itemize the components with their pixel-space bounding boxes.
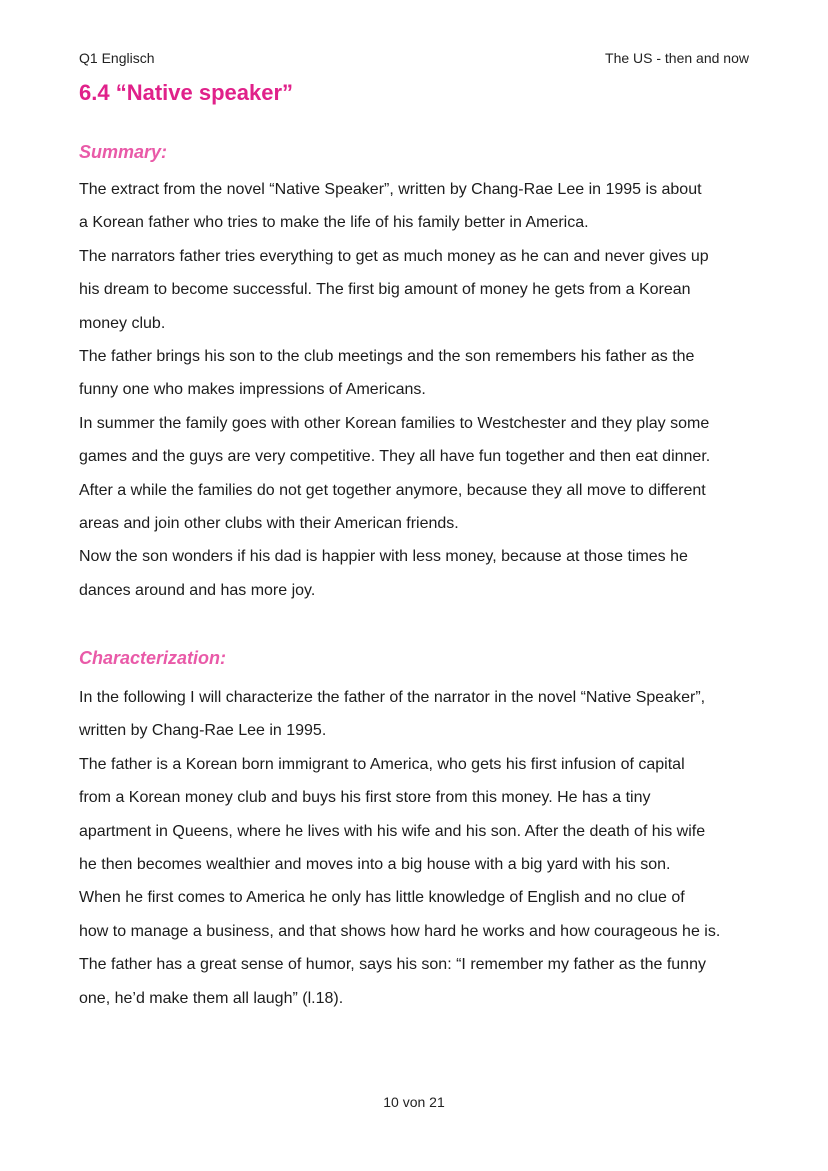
summary-line: The extract from the novel “Native Speaker”, written by Chang-Rae Lee in 1995 is about <box>79 181 702 198</box>
characterization-line: written by Chang-Rae Lee in 1995. <box>79 722 327 740</box>
header-topic: The US - then and now <box>605 50 749 66</box>
summary-line: The father brings his son to the club meetings and the son remembers his father as the <box>79 348 695 366</box>
summary-line: games and the guys are very competitive. They all have fun together and then eat dinner. <box>79 448 711 466</box>
page-header <box>79 50 749 66</box>
characterization-body <box>79 681 759 1015</box>
characterization-line: from a Korean money club and buys his first store from this money. He has a tiny <box>79 789 651 807</box>
summary-line: his dream to become successful. The first big amount of money he gets from a Korean <box>79 281 691 299</box>
summary-line: dances around and has more joy. <box>79 581 316 599</box>
summary-line: a Korean father who tries to make the life of his family better in America. <box>79 214 589 232</box>
summary-line: money club. <box>79 314 166 332</box>
characterization-line: When he first comes to America he only has little knowledge of English and no clue of <box>79 889 685 907</box>
page-number: 10 von 21 <box>383 1094 445 1110</box>
summary-line: areas and join other clubs with their American friends. <box>79 515 459 533</box>
summary-body <box>79 173 759 607</box>
summary-heading: Summary: <box>79 142 168 162</box>
header-course: Q1 Englisch <box>79 50 155 66</box>
characterization-line: apartment in Queens, where he lives with his wife and his son. After the death of his wife <box>79 822 706 840</box>
summary-line: funny one who makes impressions of Americans. <box>79 381 426 399</box>
summary-line: Now the son wonders if his dad is happier with less money, because at those times he <box>79 548 688 566</box>
document-title: 6.4 “Native speaker” <box>79 80 294 105</box>
characterization-line: one, he’d make them all laugh” (l.18). <box>79 989 344 1007</box>
characterization-line: The father is a Korean born immigrant to America, who gets his first infusion of capital <box>79 755 685 773</box>
summary-line: The narrators father tries everything to get as much money as he can and never gives up <box>79 247 709 265</box>
summary-line: After a while the families do not get together anymore, because they all move to different <box>79 481 706 499</box>
characterization-heading: Characterization: <box>79 648 227 668</box>
characterization-line: The father has a great sense of humor, says his son: “I remember my father as the funny <box>79 956 706 974</box>
characterization-line: how to manage a business, and that shows how hard he works and how courageous he is. <box>79 922 721 940</box>
summary-line: In summer the family goes with other Korean families to Westchester and they play some <box>79 414 710 432</box>
characterization-line: he then becomes wealthier and moves into a big house with a big yard with his son. <box>79 856 671 874</box>
characterization-line: In the following I will characterize the father of the narrator in the novel “Native Speaker”, <box>79 689 706 706</box>
page-footer <box>0 1094 828 1110</box>
